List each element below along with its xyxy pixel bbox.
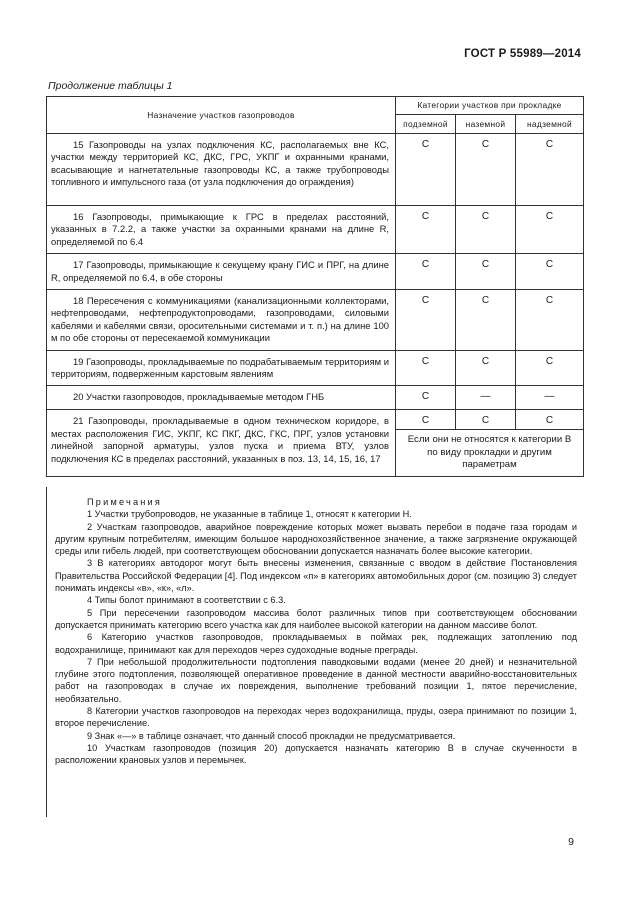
- category-note: Если они не относятся к категории В по виду прокладки и другим параметрам: [396, 430, 584, 477]
- cat-underground: С: [396, 290, 456, 351]
- cat-underground: С: [396, 206, 456, 254]
- cat-underground: С: [396, 254, 456, 290]
- note-item: 3 В категориях автодорог могут быть внесены изменения, связанные с вводом в действие Постановления Правительства Российской Федерации [4]. Под индексом «п» в категориях автомобильных дорог (см. позицию 3) следует понимать индексы «в», «к», «л».: [55, 558, 577, 594]
- header-aboveground: надземной: [516, 115, 584, 134]
- cat-aboveground: С: [516, 290, 584, 351]
- row-text: 17 Газопроводы, примыкающие к секущему крану ГИС и ПРГ, на длине R, определяемой по 6.4, в обе стороны: [51, 259, 389, 283]
- cat-ground: С: [456, 350, 516, 386]
- cat-ground: С: [456, 254, 516, 290]
- notes-title: Примечания: [87, 497, 163, 507]
- row-text: 15 Газопроводы на узлах подключения КС, располагаемых вне КС, участки между территорией КС, ДКС, ГРС, УКПГ и охранными кранами, всасывающие и нагнетательные газопроводы КС, а также трубопроводы топливного и импульсного газа (от узла подключения до ограждения): [51, 139, 389, 188]
- cat-aboveground: —: [516, 386, 584, 410]
- cat-ground: —: [456, 386, 516, 410]
- cat-underground: С: [396, 410, 456, 430]
- row-text: 19 Газопроводы, прокладываемые по подрабатываемым территориям и территориям, подверженным карстовым явлениям: [51, 355, 389, 380]
- header-purpose: Назначение участков газопроводов: [47, 97, 396, 134]
- table-row: [47, 410, 584, 430]
- note-item: 2 Участкам газопроводов, аварийное повреждение которых может вызвать перебои в подаче газа городам и другим крупным потребителям, имеющим большое народнохозяйственное значение, а также загрязнение окружающей среды или гибель людей, при соответствующем обосновании допускается назначать более высокие категории.: [55, 521, 577, 557]
- notes-section: [46, 487, 584, 817]
- category-table: [46, 96, 584, 477]
- cat-aboveground: С: [516, 350, 584, 386]
- note-item: 10 Участкам газопроводов (позиция 20) допускается назначать категорию В в случае скученности в расположении крановых узлов и перемычек.: [55, 742, 577, 766]
- note-item: 5 При пересечении газопроводом массива болот различных типов при соответствующем обосновании допускается принимать категорию всего участка как для наиболее высокой категории на данном массиве болот.: [55, 607, 577, 630]
- cat-ground: С: [456, 290, 516, 351]
- cat-aboveground: С: [516, 134, 584, 206]
- cat-ground: С: [456, 206, 516, 254]
- header-categories: Категории участков при прокладке: [396, 97, 584, 115]
- table-row: [47, 206, 584, 254]
- table-caption: Продолжение таблицы 1: [48, 80, 173, 92]
- header-underground: подземной: [396, 115, 456, 134]
- cat-underground: С: [396, 386, 456, 410]
- row-text: 21 Газопроводы, прокладываемые в одном техническом коридоре, в местах расположения ГИС, УКПГ, КС ПКГ, ДКС, ГКС, ПРГ, узлов установки линейной запорной арматуры, узлов пуска и приема ВТУ, узлов подключения КС в пределах расстояний, указанных в поз. 13, 14, 15, 16, 17: [51, 415, 389, 464]
- cat-ground: С: [456, 410, 516, 430]
- note-item: 7 При небольшой продолжительности подтопления паводковыми водами (менее 20 дней) и незначительной глубине этого подтопления, позволяющей оперативное проведение в данной местности аварийно-восстановительных работ на газопроводах в случае их повреждения, выполнение требований позиции 1, пятое перечисление, необязательно.: [55, 656, 577, 704]
- note-item: 1 Участки трубопроводов, не указанные в таблице 1, относят к категории Н.: [87, 509, 412, 520]
- note-item: 6 Категорию участков газопроводов, прокладываемых в поймах рек, подлежащих затоплению под водохранилище, принимают как для переходов через судоходные водные преграды.: [55, 632, 577, 655]
- note-item: 8 Категории участков газопроводов на переходах через водохранилища, пруды, озера принимают по позиции 1, второе перечисление.: [55, 706, 577, 729]
- table-row: [47, 290, 584, 351]
- cat-aboveground: С: [516, 254, 584, 290]
- row-text: 16 Газопроводы, примыкающие к ГРС в пределах расстояний, указанных в 7.2.2, а также участки за охранными кранами на длине R, определяемой по 6.4: [51, 211, 389, 247]
- table-row: [47, 350, 584, 386]
- cat-aboveground: С: [516, 206, 584, 254]
- cat-underground: С: [396, 350, 456, 386]
- cat-aboveground: С: [516, 410, 584, 430]
- note-item: 9 Знак «—» в таблице означает, что данный способ прокладки не предусматривается.: [87, 730, 456, 741]
- cat-underground: С: [396, 134, 456, 206]
- table-row: [47, 134, 584, 206]
- header-ground: наземной: [456, 115, 516, 134]
- cat-ground: С: [456, 134, 516, 206]
- row-text: 20 Участки газопроводов, прокладываемые методом ГНБ: [73, 391, 325, 403]
- note-item: 4 Типы болот принимают в соответствии с 6.3.: [87, 595, 286, 606]
- row-text: 18 Пересечения с коммуникациями (канализационными коллекторами, нефтепроводами, нефтепродуктопроводами, газопроводами, силовыми кабелями и кабелями связи, оросительными системами и т. п.) на длине 100 м по обе стороны от пересекаемой коммуникации: [51, 295, 389, 344]
- standard-number: ГОСТ Р 55989—2014: [464, 48, 581, 60]
- table-row: [47, 386, 584, 410]
- table-row: [47, 254, 584, 290]
- page-number: 9: [568, 836, 574, 848]
